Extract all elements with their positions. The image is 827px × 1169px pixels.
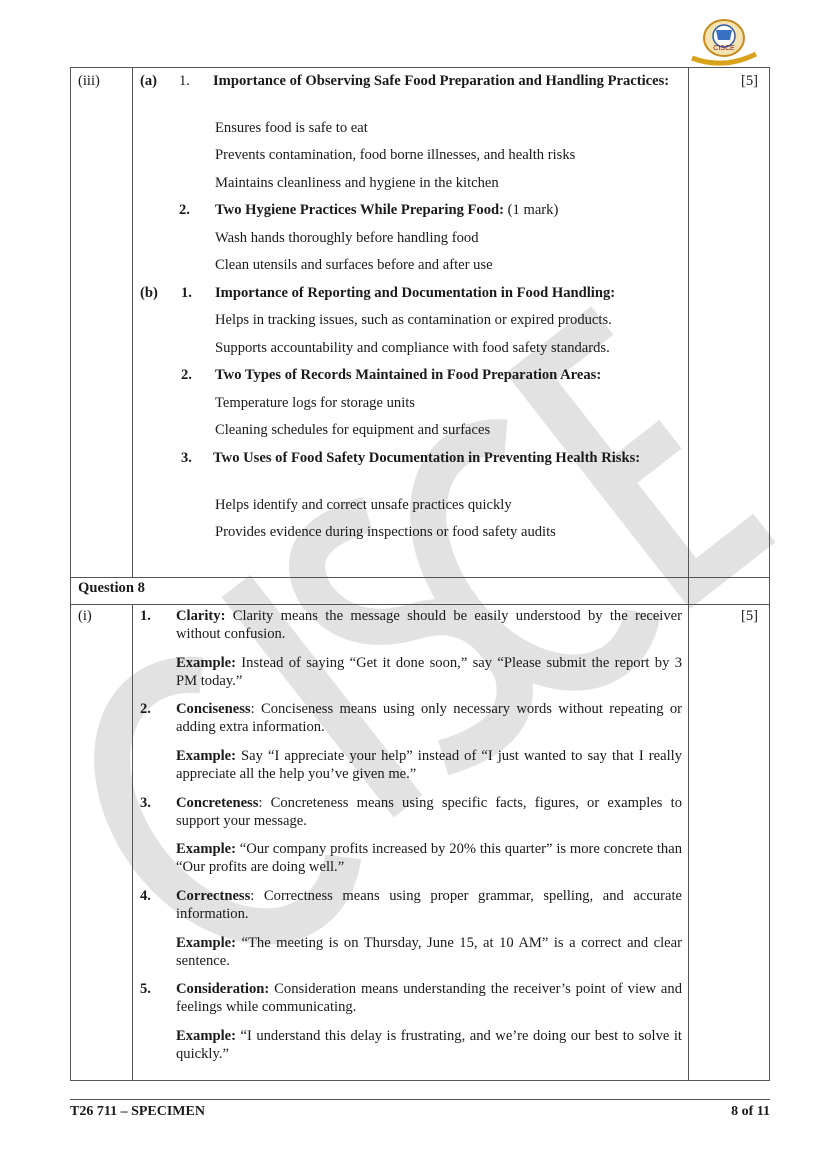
table-right-border xyxy=(769,67,770,1081)
a-item-1-point-2: Prevents contamination, food borne illnesses, and health risks xyxy=(215,147,576,163)
q8-item-5-number: 5. xyxy=(140,981,151,997)
b-item-2-number: 2. xyxy=(181,367,192,383)
footer-rule xyxy=(70,1099,770,1100)
q8-item-3-term: Concreteness xyxy=(176,795,259,811)
q8-item-1-definition-text: Clarity means the message should be easily understood by the receiver without confusion. xyxy=(176,608,682,642)
q8-item-2-definition-text: : Conciseness means using only necessary words without repeating or adding extra information. xyxy=(176,701,682,735)
a-item-2-point-2: Clean utensils and surfaces before and after use xyxy=(215,257,493,273)
a-item-1-point-3: Maintains cleanliness and hygiene in the kitchen xyxy=(215,175,499,191)
subpart-label-b: (b) xyxy=(140,285,158,301)
a-item-2-number: 2. xyxy=(179,202,190,218)
table-left-border xyxy=(70,67,71,1081)
row-divider-2 xyxy=(70,604,770,605)
a-item-1-point-1: Ensures food is safe to eat xyxy=(215,120,368,136)
q8-item-4-example-label: Example: xyxy=(176,935,236,951)
subpart-label-a: (a) xyxy=(140,73,158,89)
q8-item-1-example-label: Example: xyxy=(176,655,236,671)
logo-caption: CISCE xyxy=(713,45,735,52)
q8-item-3-definition-text: : Concreteness means using specific facts, figures, or examples to support your message. xyxy=(176,795,682,829)
part-label-iii: (iii) xyxy=(78,73,100,89)
q8-item-2-example xyxy=(176,747,682,783)
q8-item-3-number: 3. xyxy=(140,795,151,811)
a-item-1-number: 1. xyxy=(179,73,190,89)
footer-paper-code: T26 711 – SPECIMEN xyxy=(70,1104,205,1119)
b-item-3-title: Two Uses of Food Safety Documentation in Preventing Health Risks: xyxy=(213,450,641,466)
q8-item-4-example xyxy=(176,934,682,970)
q8-item-5-term: Consideration: xyxy=(176,981,270,997)
q8-item-4-definition xyxy=(176,887,682,923)
a-item-1-title: Importance of Observing Safe Food Preparation and Handling Practices: xyxy=(213,73,670,89)
b-item-3-point-1: Helps identify and correct unsafe practices quickly xyxy=(215,497,512,513)
q8-item-1-definition xyxy=(176,607,682,643)
a-item-2-heading xyxy=(215,201,558,219)
q8-item-1-example-text: Instead of saying “Get it done soon,” say “Please submit the report by 3 PM today.” xyxy=(176,655,682,689)
row-divider-1 xyxy=(70,577,770,578)
b-item-3-number: 3. xyxy=(181,450,192,466)
q8-item-5-example xyxy=(176,1027,682,1063)
table-top-border xyxy=(70,67,770,68)
b-item-3-point-2: Provides evidence during inspections or food safety audits xyxy=(215,524,556,540)
q8-item-1-number: 1. xyxy=(140,608,151,624)
b-item-1-point-2: Supports accountability and compliance with food safety standards. xyxy=(215,340,610,356)
column-divider-1 xyxy=(132,67,133,577)
b-item-1-title: Importance of Reporting and Documentation in Food Handling: xyxy=(215,285,616,301)
b-item-2-point-2: Cleaning schedules for equipment and surfaces xyxy=(215,422,491,438)
q8-item-5-example-text: “I understand this delay is frustrating, and we’re doing our best to solve it quickly.” xyxy=(176,1028,682,1062)
b-item-2-title: Two Types of Records Maintained in Food Preparation Areas: xyxy=(215,367,602,383)
q8-item-5-example-label: Example: xyxy=(176,1028,236,1044)
q8-item-2-example-text: Say “I appreciate your help” instead of “I just wanted to say that I really appreciate all the help you’ve given me.” xyxy=(176,748,682,782)
column-divider-1b xyxy=(132,604,133,1081)
b-item-2-point-1: Temperature logs for storage units xyxy=(215,395,415,411)
a-item-2-note: (1 mark) xyxy=(507,202,559,218)
column-divider-marks xyxy=(688,67,689,1081)
q8-item-2-term: Conciseness xyxy=(176,701,251,717)
marks-iii: [5] xyxy=(741,73,759,89)
q8-item-3-example-label: Example: xyxy=(176,841,236,857)
q8-item-5-definition-text: Consideration means understanding the receiver’s point of view and feelings while communicating. xyxy=(176,981,682,1015)
q8-item-4-number: 4. xyxy=(140,888,151,904)
q8-marks: [5] xyxy=(741,608,759,624)
footer-page-number: 8 of 11 xyxy=(731,1104,770,1119)
q8-item-1-example xyxy=(176,654,682,690)
q8-item-4-term: Correctness xyxy=(176,888,251,904)
a-item-2-title: Two Hygiene Practices While Preparing Food: xyxy=(215,202,504,218)
q8-item-5-definition xyxy=(176,980,682,1016)
b-item-1-number: 1. xyxy=(181,285,192,301)
q8-item-2-definition xyxy=(176,700,682,736)
q8-item-3-example xyxy=(176,840,682,876)
table-bottom-border xyxy=(70,1080,770,1081)
q8-item-2-example-label: Example: xyxy=(176,748,236,764)
q8-part-label: (i) xyxy=(78,608,92,624)
a-item-2-point-1: Wash hands thoroughly before handling food xyxy=(215,230,479,246)
cisce-logo-icon xyxy=(686,14,762,66)
b-item-1-point-1: Helps in tracking issues, such as contamination or expired products. xyxy=(215,312,612,328)
q8-item-4-example-text: “The meeting is on Thursday, June 15, at 10 AM” is a correct and clear sentence. xyxy=(176,935,682,969)
q8-item-2-number: 2. xyxy=(140,701,151,717)
question-8-heading: Question 8 xyxy=(78,580,145,596)
q8-item-1-term: Clarity: xyxy=(176,608,226,624)
q8-item-3-example-text: “Our company profits increased by 20% this quarter” is more concrete than “Our profits are doing well.” xyxy=(176,841,682,875)
q8-item-3-definition xyxy=(176,794,682,830)
q8-item-4-definition-text: : Correctness means using proper grammar, spelling, and accurate information. xyxy=(176,888,682,922)
